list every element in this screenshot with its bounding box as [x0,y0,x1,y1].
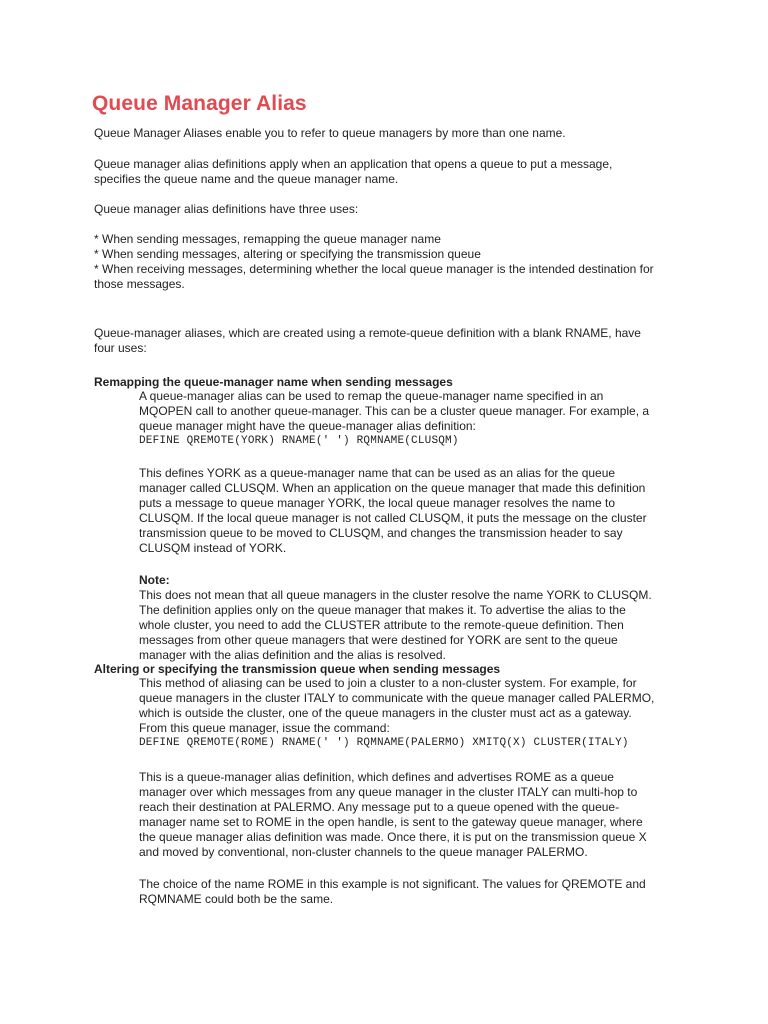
text-line: This method of aliasing can be used to join a cluster to a non-cluster system. For example, for [139,676,637,690]
text-line: queue managers in the cluster ITALY to communicate with the queue manager called PALERMO, [139,691,655,705]
intro-paragraph-3 [94,202,694,217]
text-line: manager with the alias definition and the alias is resolved. [139,648,446,662]
text-line: which is outside the cluster, one of the queue managers in the cluster must act as a gateway. [139,706,632,720]
text-line: whole cluster, you need to add the CLUSTER attribute to the remote-queue definition. Then [139,618,624,632]
text-line: Queue manager alias definitions apply when an application that opens a queue to put a message, [94,157,613,171]
list-item: * When sending messages, remapping the queue manager name [94,232,441,246]
text-line: This is a queue-manager alias definition, which defines and advertises ROME as a queue [139,770,614,784]
text-line: specifies the queue name and the queue manager name. [94,172,399,186]
transmission-paragraph-3 [139,877,739,907]
text-line: Queue Manager Aliases enable you to refer to queue managers by more than one name. [94,126,566,140]
intro-paragraph-2 [94,157,694,187]
text-line: Queue-manager aliases, which are created using a remote-queue definition with a blank RNAME, have [94,326,641,340]
intro-paragraph-1 [94,126,694,141]
text-line: four uses: [94,341,147,355]
text-line: transmission queue to be moved to CLUSQM, and changes the transmission header to say [139,526,623,540]
transmission-paragraph-1 [139,676,739,751]
text-line: CLUSQM. If the local queue manager is not called CLUSQM, it puts the message on the cluster [139,511,647,525]
intro-paragraph-4 [94,326,694,356]
list-item: * When receiving messages, determining whether the local queue manager is the intended destination for [94,262,654,276]
text-line: manager called CLUSQM. When an application on the queue manager that made this definition [139,481,646,495]
text-line: MQOPEN call to another queue-manager. This can be a cluster queue manager. For example, a [139,404,650,418]
remapping-paragraph-2 [139,466,739,556]
code-snippet: DEFINE QREMOTE(ROME) RNAME(' ') RQMNAME(PALERMO) XMITQ(X) CLUSTER(ITALY) [139,737,629,749]
text-line: manager name set to ROME in the open handle, is sent to the gateway queue manager, where [139,815,643,829]
list-item: those messages. [94,277,185,291]
text-line: Queue manager alias definitions have three uses: [94,202,359,216]
page-title: Queue Manager Alias [92,92,307,115]
text-line: the queue manager alias definition was made. Once there, it is put on the transmission queue X [139,830,647,844]
text-line: The choice of the name ROME in this example is not significant. The values for QREMOTE and [139,877,646,891]
list-item: * When sending messages, altering or specifying the transmission queue [94,247,481,261]
note-block [139,573,739,663]
text-line: CLUSQM instead of YORK. [139,541,287,555]
text-line: messages from other queue managers that were destined for YORK are sent to the queue [139,633,618,647]
text-line: The definition applies only on the queue manager that makes it. To advertise the alias to the [139,603,626,617]
section-heading-transmission: Altering or specifying the transmission queue when sending messages [94,662,501,676]
text-line: and moved by conventional, non-cluster channels to the queue manager PALERMO. [139,845,588,859]
transmission-paragraph-2 [139,770,739,860]
note-label: Note: [139,573,170,587]
text-line: reach their destination at PALERMO. Any message put to a queue opened with the queue- [139,800,620,814]
uses-list [94,232,694,292]
text-line: This defines YORK as a queue-manager name that can be used as an alias for the queue [139,466,616,480]
text-line: queue manager might have the queue-manager alias definition: [139,419,476,433]
code-snippet: DEFINE QREMOTE(YORK) RNAME(' ') RQMNAME(CLUSQM) [139,435,459,447]
text-line: From this queue manager, issue the command: [139,721,390,735]
text-line: manager over which messages from any queue manager in the cluster ITALY can multi-hop to [139,785,638,799]
section-heading-remapping: Remapping the queue-manager name when sending messages [94,375,453,389]
remapping-paragraph-1 [139,389,739,449]
text-line: puts a message to queue manager YORK, the local queue manager resolves the name to [139,496,616,510]
text-line: This does not mean that all queue managers in the cluster resolve the name YORK to CLUSQM. [139,588,652,602]
text-line: A queue-manager alias can be used to remap the queue-manager name specified in an [139,389,604,403]
text-line: RQMNAME could both be the same. [139,892,334,906]
